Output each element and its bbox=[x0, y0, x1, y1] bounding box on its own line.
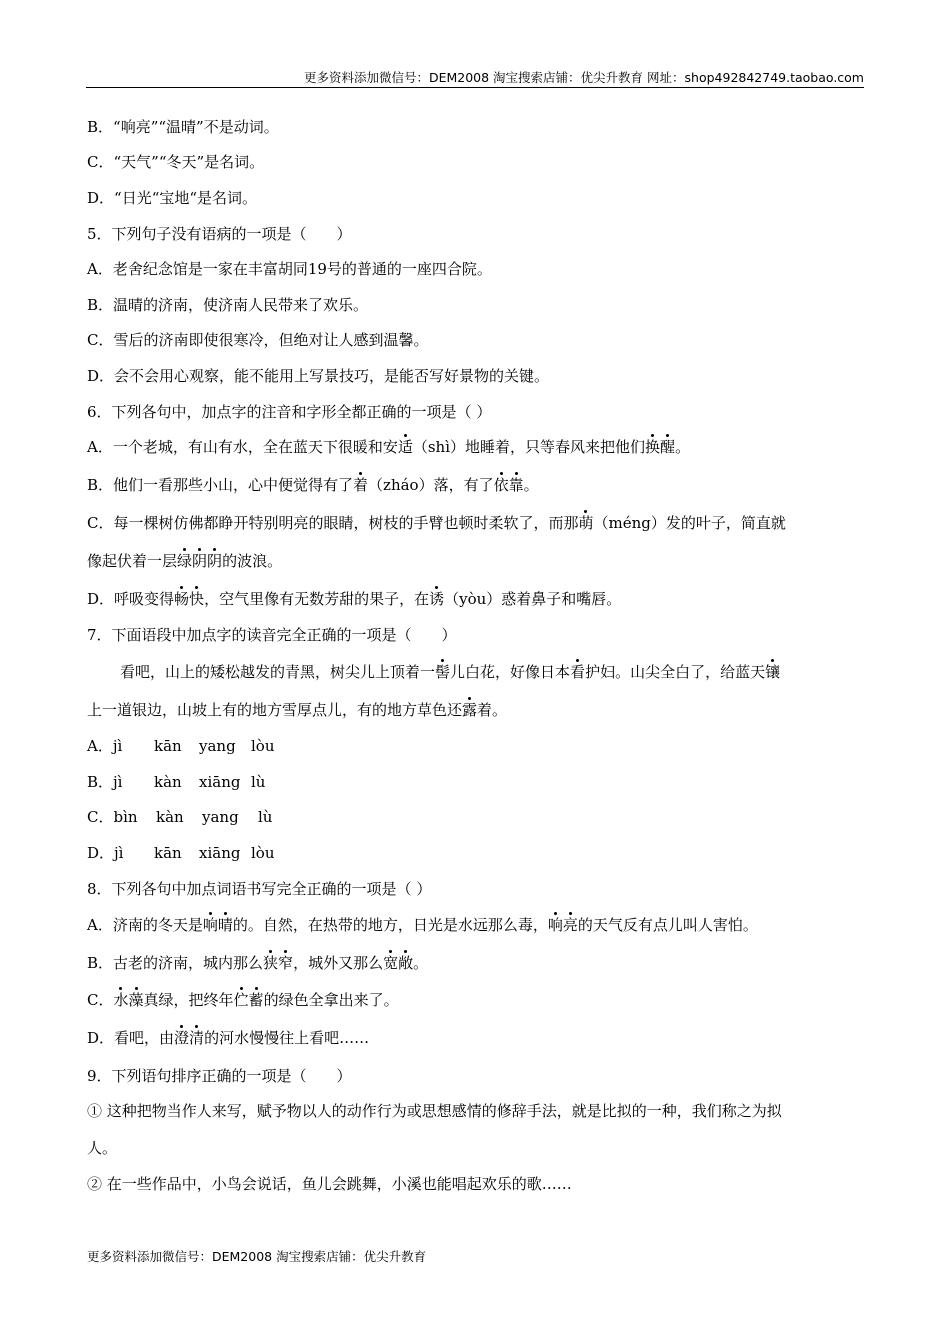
dotted-char: 换 bbox=[645, 438, 661, 456]
text-segment: 。 bbox=[523, 476, 539, 494]
q5-option-c: C．雪后的济南即使很寒冷，但绝对让人感到温馨。 bbox=[87, 331, 429, 349]
text-segment: 护妇。山尖全白了，给蓝天 bbox=[585, 663, 766, 681]
q5-stem: 5．下列句子没有语病的一项是（ ） bbox=[87, 225, 352, 243]
dotted-char: 清 bbox=[189, 1029, 205, 1047]
dotted-char: 阴 bbox=[192, 552, 208, 570]
text-segment: 着。 bbox=[477, 701, 508, 719]
q6-stem: 6．下列各句中，加点字的注音和字形全都正确的一项是（ ） bbox=[87, 403, 492, 421]
q5-option-a: A．老舍纪念馆是一家在丰富胡同19号的普通的一座四合院。 bbox=[87, 260, 492, 278]
dotted-char: 窄 bbox=[278, 954, 294, 972]
text-segment: 像起伏着一层 bbox=[87, 552, 178, 570]
q7-passage-line2 bbox=[87, 700, 507, 720]
q5-option-d: D．会不会用心观察，能不能用上写景技巧，是能否写好景物的关键。 bbox=[87, 367, 550, 385]
dotted-char: 髻 bbox=[435, 663, 451, 681]
pinyin: lòu bbox=[251, 737, 275, 755]
text-segment: （yòu）惑着鼻子和嘴唇。 bbox=[444, 590, 622, 608]
text-segment: B．古老的济南，城内那么 bbox=[87, 954, 264, 972]
pinyin: kàn bbox=[156, 808, 184, 826]
dotted-char: 畅 bbox=[174, 590, 190, 608]
dotted-char: 镶 bbox=[765, 663, 781, 681]
text-segment: 。 bbox=[675, 438, 691, 456]
text-segment: 看吧，山上的矮松越发的青黑，树尖儿上顶着一 bbox=[120, 663, 436, 681]
q7-option-d bbox=[87, 843, 275, 863]
text-segment: C．每一棵树仿佛都睁开特别明亮的眼睛，树枝的手臂也顿时柔软了，而那 bbox=[87, 514, 579, 532]
dotted-char: 快 bbox=[189, 590, 205, 608]
text-segment: B．他们一看那些小山，心中便觉得有了 bbox=[87, 476, 354, 494]
text-segment: 的波浪。 bbox=[222, 552, 283, 570]
pinyin: kān bbox=[154, 737, 182, 755]
q7-stem: 7．下面语段中加点字的读音完全正确的一项是（ ） bbox=[87, 626, 457, 644]
q7-passage-line1 bbox=[120, 662, 780, 682]
text-segment: A．一个老城，有山有水，全在蓝天下很暖和安 bbox=[87, 438, 398, 456]
dotted-char: 伫 bbox=[233, 991, 249, 1009]
page-header: 更多资料添加微信号：DEM2008 淘宝搜索店铺：优尖升教育 网址：shop492842749.taobao.com bbox=[303, 70, 864, 85]
dotted-char: 藻 bbox=[128, 991, 144, 1009]
dotted-char: 宽 bbox=[383, 954, 399, 972]
option-label: C．bìn bbox=[87, 808, 138, 826]
dotted-char: 着 bbox=[353, 476, 369, 494]
q8-stem: 8．下列各句中加点词语书写完全正确的一项是（ ） bbox=[87, 880, 432, 898]
dotted-char: 响 bbox=[547, 916, 563, 934]
pinyin: xiāng bbox=[199, 773, 241, 791]
q4-option-b: B．“响亮”“温晴”不是动词。 bbox=[87, 118, 279, 136]
dotted-char: 依 bbox=[493, 476, 509, 494]
q5-option-b: B．温晴的济南，使济南人民带来了欢乐。 bbox=[87, 296, 369, 314]
header-divider bbox=[86, 87, 864, 88]
dotted-char: 阴 bbox=[207, 552, 223, 570]
dotted-char: 敞 bbox=[398, 954, 414, 972]
dotted-char: 狭 bbox=[263, 954, 279, 972]
text-segment: （méng）发的叶子，简直就 bbox=[593, 514, 786, 532]
pinyin: lòu bbox=[251, 844, 275, 862]
text-segment: ，城外又那么 bbox=[293, 954, 384, 972]
q4-option-c: C．“天气”“冬天”是名词。 bbox=[87, 153, 265, 171]
dotted-char: 萌 bbox=[578, 514, 594, 532]
text-segment: 的绿色全拿出来了。 bbox=[263, 991, 399, 1009]
q9-sentence-2: ② 在一些作品中，小鸟会说话，鱼儿会跳舞，小溪也能唱起欢乐的歌…… bbox=[87, 1175, 572, 1193]
q7-option-a bbox=[87, 736, 275, 756]
text-segment: C． bbox=[87, 991, 114, 1009]
q6-option-c-line2 bbox=[87, 551, 282, 571]
text-segment: 。 bbox=[413, 954, 429, 972]
text-segment: A．济南的冬天是 bbox=[87, 916, 203, 934]
q8-option-b bbox=[87, 953, 428, 973]
page-footer: 更多资料添加微信号：DEM2008 淘宝搜索店铺：优尖升教育 bbox=[87, 1249, 427, 1264]
dotted-char: 水 bbox=[113, 991, 129, 1009]
q4-option-d: D．“日光“宝地“是名词。 bbox=[87, 189, 258, 207]
q8-option-c bbox=[87, 990, 399, 1010]
dotted-char: 诱 bbox=[429, 590, 445, 608]
pinyin: xiāng bbox=[199, 844, 241, 862]
dotted-char: 露 bbox=[462, 701, 478, 719]
dotted-char: 看 bbox=[570, 663, 586, 681]
q6-option-b bbox=[87, 475, 539, 495]
q8-option-d bbox=[87, 1028, 369, 1048]
option-label: A．jì bbox=[87, 737, 123, 755]
pinyin: kàn bbox=[154, 773, 182, 791]
dotted-char: 响 bbox=[202, 916, 218, 934]
dotted-char: 澄 bbox=[174, 1029, 190, 1047]
dotted-char: 晴 bbox=[217, 916, 233, 934]
q6-option-d bbox=[87, 589, 621, 609]
pinyin: yang bbox=[199, 737, 236, 755]
pinyin: lù bbox=[258, 808, 273, 826]
text-segment: 真绿，把终年 bbox=[143, 991, 234, 1009]
q6-option-a bbox=[87, 437, 690, 457]
option-label: B．jì bbox=[87, 773, 123, 791]
dotted-char: 绿 bbox=[177, 552, 193, 570]
dotted-char: 靠 bbox=[508, 476, 524, 494]
text-segment: D．呼吸变得 bbox=[87, 590, 175, 608]
text-segment: ，空气里像有无数芳甜的果子，在 bbox=[204, 590, 430, 608]
q8-option-a bbox=[87, 915, 758, 935]
text-segment: 的。自然，在热带的地方，日光是水远那么毒， bbox=[232, 916, 548, 934]
pinyin: yang bbox=[202, 808, 239, 826]
q9-sentence-1-line1: ① 这种把物当作人来写，赋予物以人的动作行为或思想感情的修辞手法，就是比拟的一种，我们称之为拟 bbox=[87, 1102, 782, 1120]
q9-stem: 9．下列语句排序正确的一项是（ ） bbox=[87, 1067, 352, 1085]
dotted-char: 适 bbox=[397, 438, 413, 456]
option-label: D．jì bbox=[87, 844, 124, 862]
text-segment: 的天气反有点儿叫人害怕。 bbox=[577, 916, 758, 934]
text-segment: 儿白花，好像日本 bbox=[450, 663, 571, 681]
q7-option-c bbox=[87, 807, 272, 827]
text-segment: 的河水慢慢往上看吧…… bbox=[204, 1029, 370, 1047]
text-segment: 上一道银边，山坡上有的地方雪厚点儿，有的地方草色还 bbox=[87, 701, 463, 719]
dotted-char: 蓄 bbox=[248, 991, 264, 1009]
q7-option-b bbox=[87, 772, 265, 792]
pinyin: kān bbox=[154, 844, 182, 862]
text-segment: D．看吧，由 bbox=[87, 1029, 175, 1047]
text-segment: （shì）地睡着，只等春风来把他们 bbox=[412, 438, 646, 456]
dotted-char: 亮 bbox=[562, 916, 578, 934]
pinyin: lù bbox=[251, 773, 266, 791]
q9-sentence-1-line2: 人。 bbox=[87, 1139, 118, 1157]
q6-option-c-line1 bbox=[87, 513, 786, 533]
dotted-char: 醒 bbox=[660, 438, 676, 456]
text-segment: （zháo）落，有了 bbox=[368, 476, 494, 494]
